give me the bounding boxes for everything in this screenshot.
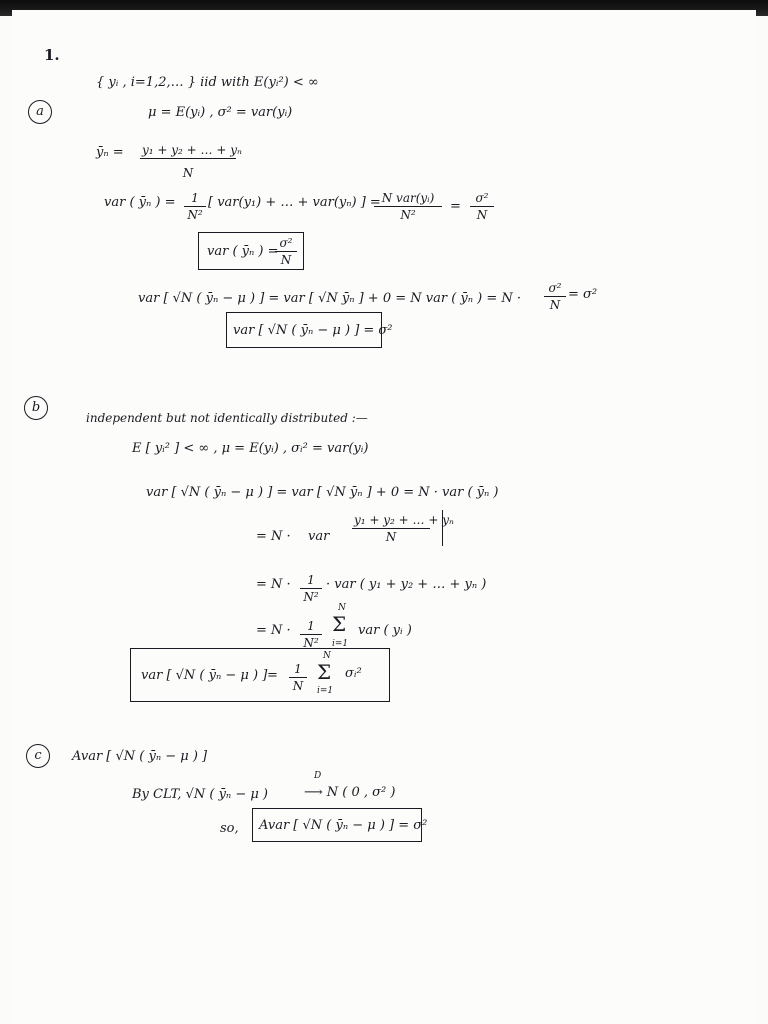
- fraction-numerator: 1: [300, 620, 322, 635]
- part-b-derivation-line-2-lhs: = N ·: [256, 529, 291, 544]
- part-b-derivation-line-4-tail: var ( yᵢ ): [358, 623, 412, 638]
- part-b-derivation-line-4-fraction: [300, 620, 322, 649]
- part-a-assumption: { yᵢ , i=1,2,… } iid with E(yᵢ²) < ∞: [96, 75, 319, 90]
- part-c-boxed-result: [252, 808, 428, 842]
- fraction-numerator: y₁ + y₂ + … + yₙ: [142, 143, 242, 157]
- part-b-derivation-line-3-lhs: = N ·: [256, 577, 291, 592]
- fraction-numerator: σ²: [470, 192, 494, 207]
- convergence-in-distribution-label: D: [314, 771, 322, 781]
- fraction-denominator: N²: [187, 208, 203, 222]
- fraction-denominator: N: [385, 530, 397, 544]
- part-a-scaled-var-tail: = σ²: [568, 287, 598, 302]
- boxed-result-equals: =: [267, 668, 278, 683]
- part-a-boxed-scaled-var: [226, 312, 393, 348]
- boxed-var-lhs: var ( ȳₙ ) =: [207, 244, 279, 259]
- part-a-label: a: [28, 100, 52, 124]
- boxed-result-lhs: var [ √N ( ȳₙ − μ ) ]: [141, 668, 268, 683]
- part-b-derivation-line-3-fraction: [300, 574, 322, 603]
- fraction-numerator: σ²: [544, 282, 566, 297]
- part-a-sample-mean-lhs: ȳₙ =: [96, 145, 124, 160]
- fraction-numerator: σ²: [275, 237, 297, 252]
- fraction-numerator: 1: [289, 663, 307, 678]
- part-b-bracket: [442, 510, 444, 546]
- part-b-derivation-line-1: var [ √N ( ȳₙ − μ ) ] = var [ √N ȳₙ ] + 0 = N · var ( ȳₙ ): [146, 485, 499, 500]
- part-c-clt-rhs: ⟶ N ( 0 , σ² ): [304, 785, 396, 800]
- part-c-label: c: [26, 744, 50, 768]
- fraction-denominator: N: [280, 253, 292, 267]
- fraction-numerator: 1: [184, 192, 206, 207]
- handwritten-page: [12, 10, 756, 1024]
- fraction-numerator: N var(yᵢ): [374, 192, 442, 207]
- sum-upper-limit: N: [338, 603, 346, 613]
- summation-symbol: Σ: [317, 660, 332, 684]
- fraction-denominator: N: [549, 298, 561, 312]
- part-a-var-fraction-3: [470, 192, 494, 221]
- part-a-var-coef-fraction: [184, 192, 206, 221]
- fraction-denominator: N: [476, 208, 488, 222]
- fraction-denominator: N²: [303, 636, 319, 650]
- part-a-var-fraction-2: [374, 192, 442, 221]
- part-b-derivation-line-2-fraction: [352, 513, 454, 544]
- fraction-denominator: N: [182, 166, 194, 180]
- part-a-scaled-var-derivation: var [ √N ( ȳₙ − μ ) ] = var [ √N ȳₙ ] + 0 = N var ( ȳₙ ) = N ·: [138, 291, 522, 306]
- boxed-scaled-var-text: var [ √N ( ȳₙ − μ ) ] = σ²: [233, 323, 393, 338]
- part-c-so: so,: [220, 821, 239, 836]
- boxed-var-fraction: [275, 237, 297, 266]
- part-c-question: Avar [ √N ( ȳₙ − μ ) ]: [72, 749, 208, 764]
- part-a-sample-mean-fraction: [140, 143, 242, 180]
- part-a-boxed-var-result: [198, 232, 304, 270]
- part-b-label: b: [24, 396, 48, 420]
- fraction-numerator: 1: [300, 574, 322, 589]
- part-b-derivation-line-3-tail: · var ( y₁ + y₂ + … + yₙ ): [326, 577, 487, 592]
- sum-lower-limit: i=1: [332, 639, 349, 649]
- boxed-avar-text: Avar [ √N ( ȳₙ − μ ) ] = σ²: [259, 818, 428, 833]
- part-a-scaled-var-fraction: [544, 282, 566, 311]
- summation-symbol: Σ: [332, 612, 347, 636]
- fraction-denominator: N: [292, 679, 304, 693]
- boxed-result-tail: σᵢ²: [345, 666, 362, 681]
- part-b-assumptions: E [ yᵢ² ] < ∞ , μ = E(yᵢ) , σᵢ² = var(yᵢ): [132, 441, 369, 456]
- fraction-numerator: y₁ + y₂ + … + yₙ: [354, 513, 454, 527]
- part-c-clt-lhs: By CLT, √N ( ȳₙ − μ ): [132, 787, 268, 802]
- part-b-boxed-result: [130, 648, 390, 702]
- sum-upper-limit: N: [323, 651, 331, 661]
- fraction-denominator: N²: [303, 590, 319, 604]
- part-b-heading: independent but not identically distributed :—: [86, 411, 368, 425]
- sum-lower-limit: i=1: [317, 686, 334, 696]
- part-a-var-expansion: [ var(y₁) + … + var(yₙ) ] =: [208, 195, 381, 210]
- part-b-derivation-line-4-lhs: = N ·: [256, 623, 291, 638]
- part-a-definitions: μ = E(yᵢ) , σ² = var(yᵢ): [148, 105, 293, 120]
- question-number: 1.: [44, 46, 60, 64]
- part-a-equals: =: [450, 199, 461, 214]
- part-b-var-word: var: [308, 529, 330, 544]
- fraction-denominator: N²: [400, 208, 416, 222]
- boxed-result-fraction: [289, 663, 307, 692]
- part-a-var-lhs: var ( ȳₙ ) =: [104, 195, 176, 210]
